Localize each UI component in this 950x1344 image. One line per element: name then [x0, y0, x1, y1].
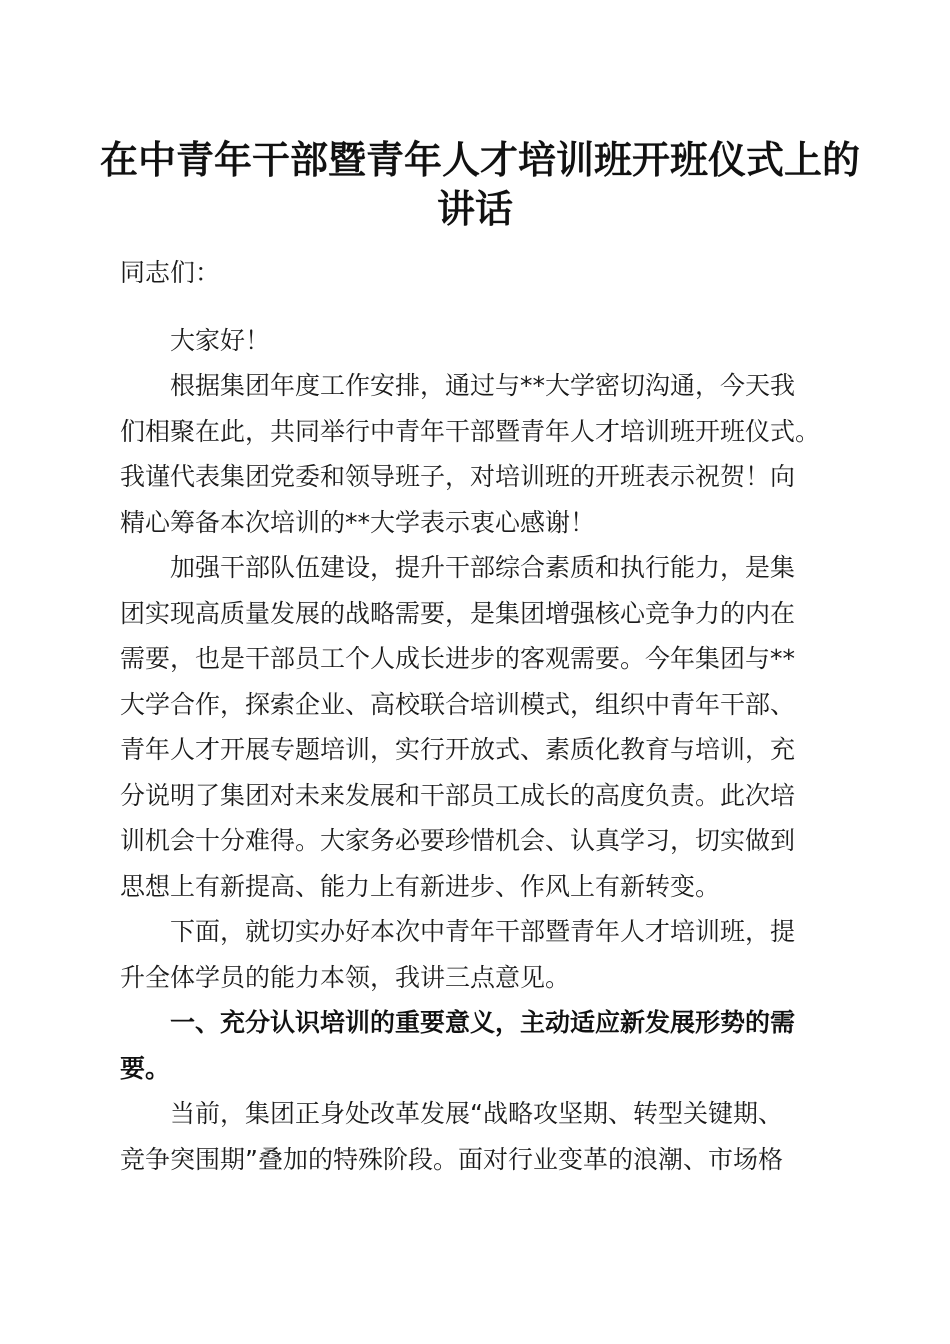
document-title-line-1: 在中青年干部暨青年人才培训班开班仪式上的	[100, 137, 861, 182]
paragraph-line: 精心筹备本次培训的**大学表示衷心感谢！	[120, 508, 596, 537]
paragraph-line: 大学合作，探索企业、高校联合培训模式，组织中青年干部、	[120, 690, 796, 719]
paragraph-line: 我谨代表集团党委和领导班子，对培训班的开班表示祝贺！向	[120, 462, 796, 491]
paragraph-line: 团实现高质量发展的战略需要，是集团增强核心竞争力的内在	[120, 599, 796, 628]
paragraph-line: 竞争突围期”叠加的特殊阶段。面对行业变革的浪潮、市场格	[120, 1145, 783, 1174]
paragraph-line: 训机会十分难得。大家务必要珍惜机会、认真学习，切实做到	[120, 826, 796, 855]
salutation: 同志们：	[120, 258, 221, 287]
greeting: 大家好！	[170, 326, 271, 355]
paragraph-line: 需要，也是干部员工个人成长进步的客观需要。今年集团与**	[120, 644, 796, 673]
paragraph-line: 们相聚在此，共同举行中青年干部暨青年人才培训班开班仪式。	[120, 417, 821, 446]
paragraph-line: 加强干部队伍建设，提升干部综合素质和执行能力，是集	[170, 553, 796, 582]
document-title-line-2: 讲话	[436, 186, 513, 231]
paragraph-line: 根据集团年度工作安排，通过与**大学密切沟通，今天我	[170, 371, 796, 400]
paragraph-line: 下面，就切实办好本次中青年干部暨青年人才培训班，提	[170, 917, 796, 946]
paragraph-line: 升全体学员的能力本领，我讲三点意见。	[120, 963, 571, 992]
paragraph-line: 当前，集团正身处改革发展“战略攻坚期、转型关键期、	[170, 1099, 783, 1128]
section-heading-1-continued: 要。	[120, 1054, 171, 1083]
paragraph-line: 分说明了集团对未来发展和干部员工成长的高度负责。此次培	[120, 781, 796, 810]
section-heading-1: 一、充分认识培训的重要意义，主动适应新发展形势的需	[170, 1008, 796, 1037]
paragraph-line: 思想上有新提高、能力上有新进步、作风上有新转变。	[120, 872, 721, 901]
paragraph-line: 青年人才开展专题培训，实行开放式、素质化教育与培训，充	[120, 735, 796, 764]
